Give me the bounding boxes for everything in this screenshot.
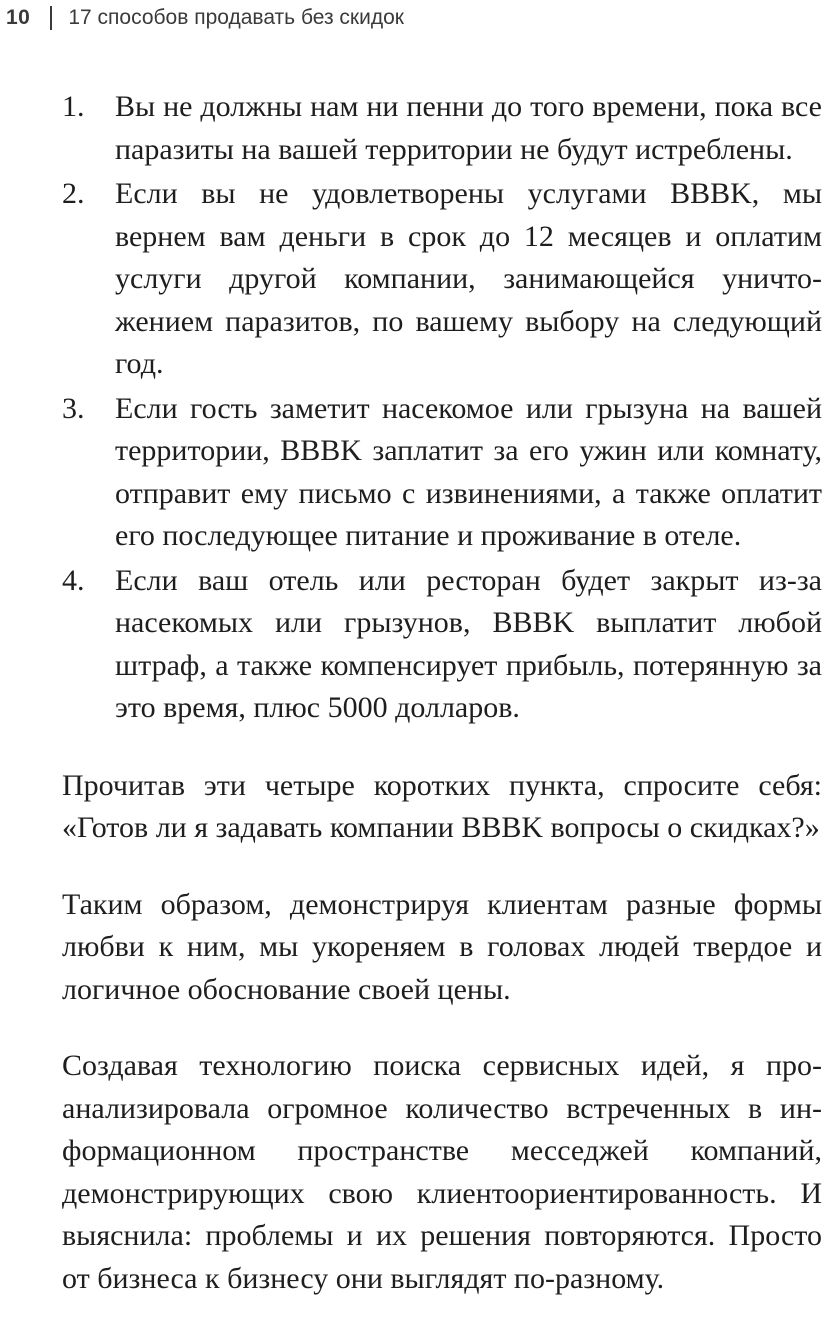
list-item bbox=[62, 86, 822, 171]
guarantee-list bbox=[62, 86, 822, 730]
list-item-text: Если ваш отель или ресторан будет закрыт из-за насекомых или грызунов, BBBK выплатит любой штраф, а также компенсирует прибыль, потерянную за это время, плюс 5000 долларов. bbox=[115, 563, 822, 724]
running-header bbox=[6, 6, 404, 30]
list-item bbox=[62, 173, 822, 386]
body-paragraph: Таким образом, демонстрируя клиентам разные формы любви к ним, мы укореняем в головах людей твердое и логичное обоснование своей цены. bbox=[62, 887, 822, 1006]
list-item-number: 1. bbox=[62, 90, 85, 123]
list-item bbox=[62, 388, 822, 558]
list-item bbox=[62, 560, 822, 730]
list-item-text: Если гость заметит насекомое или грызуна на вашей территории, BBBK заплатит за его ужин или комнату, отправит ему письмо с извинениями, а также оплатит его последующее питание и проживание в отеле. bbox=[115, 391, 822, 552]
body-paragraph: Создавая технологию поиска сервисных идей, я проанализировала огромное количество встреченных в информационном пространстве месседжей компаний, демонстрирующих свою клиентоориентированность. И выяснила: проблемы и их решения повторяются. Просто от бизнеса к бизнесу они выглядят по-разному. bbox=[62, 1049, 822, 1295]
page-number: 10 bbox=[6, 6, 31, 29]
page-body bbox=[62, 86, 822, 1300]
list-item-text: Вы не должны нам ни пенни до того времени, пока все паразиты на вашей территории не будут истреблены. bbox=[115, 90, 822, 166]
body-paragraph: Прочитав эти четыре коротких пункта, спросите себя: «Готов ли я задавать компании BBBK вопросы о скидках?» bbox=[62, 768, 822, 844]
list-item-number: 2. bbox=[62, 177, 85, 210]
list-item-number: 4. bbox=[62, 563, 85, 597]
list-item-number: 3. bbox=[62, 391, 85, 425]
header-divider bbox=[50, 6, 52, 30]
list-item-text: Если вы не удовлетворены услугами BBBK, мы вернем вам деньги в срок до 12 месяцев и оплатим услуги другой компании, занимающейся уничтожением паразитов, по вашему выбору на следующий год. bbox=[115, 177, 822, 380]
book-title: 17 способов продавать без скидок bbox=[68, 6, 404, 29]
